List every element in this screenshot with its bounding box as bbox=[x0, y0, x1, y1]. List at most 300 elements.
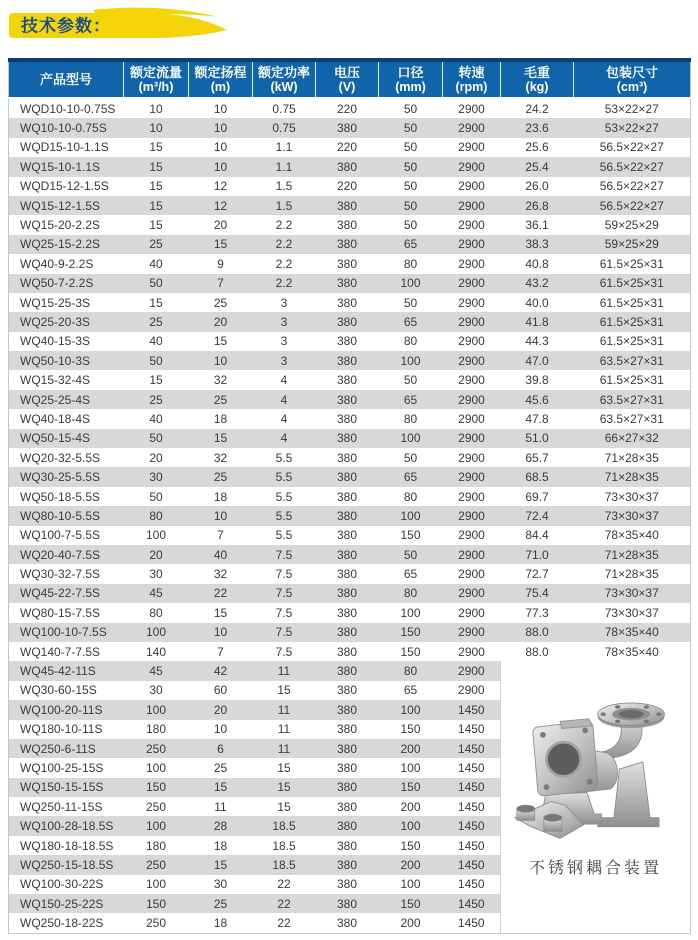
cell-package: 78×35×40 bbox=[604, 644, 659, 659]
table-row bbox=[9, 138, 691, 157]
table-row bbox=[9, 293, 691, 312]
cell-voltage: 380 bbox=[316, 545, 379, 564]
cell-head: 10 bbox=[213, 101, 228, 116]
cell-diameter: 50 bbox=[403, 295, 418, 310]
cell-head: 40 bbox=[189, 545, 253, 564]
cell-model: WQ25-15-2.2S bbox=[9, 235, 124, 254]
cell-voltage: 380 bbox=[316, 778, 379, 797]
cell-diameter: 65 bbox=[403, 683, 418, 698]
cell-diameter: 50 bbox=[403, 140, 418, 155]
cell-power: 7.5 bbox=[275, 644, 293, 659]
cell-power: 5.5 bbox=[275, 528, 293, 543]
cell-head: 10 bbox=[189, 351, 253, 370]
cell-weight: 24.2 bbox=[525, 101, 549, 116]
table-row bbox=[9, 312, 691, 331]
cell-diameter: 80 bbox=[403, 334, 418, 349]
cell-weight: 47.0 bbox=[501, 351, 574, 370]
cell-flow: 150 bbox=[124, 894, 189, 913]
cell-voltage: 380 bbox=[316, 816, 379, 835]
cell-voltage: 380 bbox=[336, 838, 358, 853]
cell-diameter: 50 bbox=[379, 157, 443, 176]
cell-flow: 50 bbox=[124, 351, 189, 370]
cell-package: 71×28×35 bbox=[574, 467, 691, 486]
cell-voltage: 380 bbox=[316, 390, 379, 409]
cell-power: 0.75 bbox=[272, 101, 296, 116]
cell-weight: 26.8 bbox=[501, 196, 574, 215]
cell-power: 18.5 bbox=[253, 816, 316, 835]
cell-flow: 30 bbox=[149, 683, 163, 698]
cell-head: 10 bbox=[189, 118, 253, 137]
cell-weight: 40.0 bbox=[525, 295, 549, 310]
cell-voltage: 380 bbox=[336, 683, 358, 698]
cell-flow: 250 bbox=[124, 855, 189, 874]
cell-voltage: 380 bbox=[336, 799, 358, 814]
cell-voltage: 380 bbox=[336, 722, 358, 737]
cell-flow: 15 bbox=[124, 157, 189, 176]
column-header-diameter: 口径 (mm) bbox=[379, 60, 443, 98]
cell-voltage: 380 bbox=[316, 506, 379, 525]
cell-flow: 45 bbox=[124, 661, 189, 680]
cell-speed: 2900 bbox=[458, 605, 485, 620]
cell-head: 10 bbox=[189, 157, 253, 176]
cell-flow: 40 bbox=[149, 411, 163, 426]
cell-weight: 88.0 bbox=[525, 644, 549, 659]
cell-speed: 2900 bbox=[458, 179, 485, 194]
cell-head: 10 bbox=[189, 623, 253, 642]
cell-flow: 15 bbox=[149, 373, 163, 388]
cell-speed: 2900 bbox=[443, 196, 501, 215]
cell-speed: 1450 bbox=[457, 799, 485, 814]
cell-speed: 2900 bbox=[458, 256, 485, 271]
cell-voltage: 380 bbox=[336, 450, 358, 465]
table-row bbox=[9, 642, 691, 661]
cell-weight: 25.4 bbox=[501, 157, 574, 176]
cell-model: WQ15-25-3S bbox=[20, 295, 91, 310]
cell-power: 4 bbox=[253, 429, 316, 448]
cell-model: WQ30-32-7.5S bbox=[20, 567, 101, 582]
cell-voltage: 380 bbox=[336, 334, 358, 349]
table-row bbox=[9, 177, 691, 196]
cell-package: 63.5×27×31 bbox=[599, 411, 664, 426]
cell-head: 15 bbox=[213, 334, 228, 349]
cell-model: WQ100-25-15S bbox=[20, 760, 104, 775]
cell-weight: 68.5 bbox=[501, 467, 574, 486]
cell-flow: 180 bbox=[145, 838, 167, 853]
table-row bbox=[9, 390, 691, 409]
table-row bbox=[9, 526, 691, 545]
cell-model: WQ80-10-5.5S bbox=[9, 506, 124, 525]
cell-power: 2.2 bbox=[253, 274, 316, 293]
cell-model: WQ250-11-15S bbox=[20, 799, 103, 814]
pump-photo bbox=[506, 675, 686, 847]
cell-model: WQ20-40-7.5S bbox=[9, 545, 124, 564]
cell-power: 18.5 bbox=[272, 838, 296, 853]
cell-head: 10 bbox=[189, 506, 253, 525]
cell-voltage: 220 bbox=[336, 101, 358, 116]
cell-voltage: 380 bbox=[336, 605, 358, 620]
cell-voltage: 380 bbox=[316, 235, 379, 254]
cell-voltage: 380 bbox=[316, 855, 379, 874]
cell-package: 61.5×25×31 bbox=[599, 295, 664, 310]
cell-voltage: 380 bbox=[336, 916, 358, 931]
cell-power: 1.5 bbox=[253, 196, 316, 215]
cell-speed: 2900 bbox=[443, 584, 501, 603]
pump-photo-panel bbox=[501, 661, 690, 878]
cell-package: 66×27×32 bbox=[574, 429, 691, 448]
cell-power: 11 bbox=[253, 700, 316, 719]
cell-speed: 1450 bbox=[443, 894, 501, 913]
cell-package: 71×28×35 bbox=[574, 545, 691, 564]
cell-diameter: 50 bbox=[403, 179, 418, 194]
cell-flow: 25 bbox=[124, 235, 189, 254]
cell-voltage: 220 bbox=[336, 179, 358, 194]
cell-diameter: 50 bbox=[403, 218, 418, 233]
cell-flow: 180 bbox=[145, 722, 167, 737]
cell-diameter: 50 bbox=[403, 450, 418, 465]
cell-flow: 15 bbox=[149, 295, 163, 310]
cell-head: 18 bbox=[213, 411, 228, 426]
cell-flow: 50 bbox=[149, 489, 163, 504]
cell-diameter: 200 bbox=[400, 799, 421, 814]
cell-weight: 43.2 bbox=[501, 274, 574, 293]
cell-diameter: 50 bbox=[379, 196, 443, 215]
cell-power: 7.5 bbox=[253, 545, 316, 564]
cell-head: 32 bbox=[213, 450, 228, 465]
cell-head: 28 bbox=[189, 816, 253, 835]
cell-speed: 2900 bbox=[443, 118, 501, 137]
cell-model: WQ150-25-22S bbox=[9, 894, 124, 913]
cell-voltage: 380 bbox=[316, 157, 379, 176]
cell-head: 32 bbox=[213, 373, 228, 388]
cell-head: 20 bbox=[189, 700, 253, 719]
cell-diameter: 200 bbox=[379, 855, 443, 874]
cell-head: 7 bbox=[217, 528, 224, 543]
cell-model: WQ100-7-5.5S bbox=[20, 528, 101, 543]
cell-power: 4 bbox=[280, 373, 288, 388]
cell-model: WQ40-15-3S bbox=[20, 334, 91, 349]
cell-model: WQ30-60-15S bbox=[20, 683, 97, 698]
cell-flow: 150 bbox=[124, 778, 189, 797]
cell-model: WQ180-18-18.5S bbox=[20, 838, 114, 853]
cell-diameter: 100 bbox=[379, 700, 443, 719]
cell-speed: 2900 bbox=[458, 489, 485, 504]
cell-diameter: 150 bbox=[400, 528, 421, 543]
cell-weight: 25.6 bbox=[525, 140, 549, 155]
cell-speed: 1450 bbox=[443, 739, 501, 758]
section-banner bbox=[8, 5, 238, 41]
cell-head: 15 bbox=[213, 605, 228, 620]
cell-weight: 72.7 bbox=[525, 567, 549, 582]
cell-diameter: 80 bbox=[403, 256, 418, 271]
cell-package: 71×28×35 bbox=[604, 567, 659, 582]
cell-diameter: 100 bbox=[379, 816, 443, 835]
cell-head: 42 bbox=[189, 661, 253, 680]
cell-model: WQ15-32-4S bbox=[20, 373, 91, 388]
cell-voltage: 380 bbox=[336, 567, 358, 582]
cell-flow: 100 bbox=[145, 760, 167, 775]
cell-voltage: 380 bbox=[316, 429, 379, 448]
cell-voltage: 380 bbox=[336, 760, 358, 775]
cell-head: 18 bbox=[213, 489, 228, 504]
cell-flow: 40 bbox=[149, 256, 163, 271]
cell-diameter: 50 bbox=[379, 545, 443, 564]
cell-flow: 100 bbox=[124, 816, 189, 835]
cell-diameter: 150 bbox=[379, 894, 443, 913]
cell-model: WQ40-9-2.2S bbox=[20, 256, 94, 271]
cell-package: 63.5×27×31 bbox=[574, 351, 691, 370]
cell-flow: 25 bbox=[124, 312, 189, 331]
cell-power: 5.5 bbox=[275, 450, 293, 465]
cell-weight: 77.3 bbox=[525, 605, 549, 620]
cell-flow: 15 bbox=[149, 218, 163, 233]
cell-voltage: 380 bbox=[316, 312, 379, 331]
cell-package: 71×28×35 bbox=[604, 450, 659, 465]
cell-speed: 2900 bbox=[458, 450, 485, 465]
cell-package: 61.5×25×31 bbox=[599, 256, 664, 271]
cell-diameter: 150 bbox=[379, 778, 443, 797]
cell-voltage: 380 bbox=[336, 644, 358, 659]
cell-voltage: 380 bbox=[336, 218, 358, 233]
cell-package: 63.5×27×31 bbox=[574, 390, 691, 409]
cell-package: 56.5×22×27 bbox=[574, 157, 691, 176]
table-row bbox=[9, 370, 691, 389]
cell-speed: 2900 bbox=[443, 661, 501, 680]
cell-speed: 2900 bbox=[458, 218, 485, 233]
cell-head: 10 bbox=[213, 722, 228, 737]
cell-speed: 2900 bbox=[443, 351, 501, 370]
cell-power: 2.2 bbox=[253, 235, 316, 254]
cell-power: 7.5 bbox=[275, 605, 293, 620]
table-row bbox=[9, 429, 691, 448]
cell-diameter: 100 bbox=[379, 351, 443, 370]
cell-speed: 1450 bbox=[457, 760, 485, 775]
cell-package: 73×30×37 bbox=[604, 605, 659, 620]
cell-weight: 36.1 bbox=[525, 218, 549, 233]
cell-speed: 2900 bbox=[443, 429, 501, 448]
cell-voltage: 380 bbox=[316, 661, 379, 680]
cell-model: WQ50-7-2.2S bbox=[9, 274, 124, 293]
cell-diameter: 80 bbox=[379, 584, 443, 603]
cell-voltage: 380 bbox=[336, 528, 358, 543]
cell-diameter: 65 bbox=[379, 467, 443, 486]
cell-power: 15 bbox=[253, 778, 316, 797]
cell-package: 56.5×22×27 bbox=[599, 140, 664, 155]
cell-package: 61.5×25×31 bbox=[574, 312, 691, 331]
column-header-power: 额定功率 (kW) bbox=[253, 60, 316, 98]
cell-weight: 41.8 bbox=[501, 312, 574, 331]
cell-flow: 140 bbox=[145, 644, 167, 659]
cell-weight: 44.3 bbox=[525, 334, 549, 349]
table-row bbox=[9, 98, 691, 118]
cell-voltage: 380 bbox=[336, 256, 358, 271]
cell-package: 53×22×27 bbox=[574, 118, 691, 137]
cell-diameter: 200 bbox=[379, 739, 443, 758]
cell-power: 22 bbox=[277, 877, 291, 892]
cell-power: 4 bbox=[253, 390, 316, 409]
cell-speed: 1450 bbox=[457, 722, 485, 737]
cell-diameter: 100 bbox=[400, 605, 421, 620]
cell-head: 22 bbox=[189, 584, 253, 603]
table-row bbox=[9, 157, 691, 176]
cell-speed: 2900 bbox=[443, 467, 501, 486]
table-row bbox=[9, 564, 691, 583]
cell-voltage: 380 bbox=[316, 584, 379, 603]
cell-weight: 40.8 bbox=[525, 256, 549, 271]
cell-speed: 2900 bbox=[443, 623, 501, 642]
cell-power: 11 bbox=[253, 661, 316, 680]
cell-diameter: 150 bbox=[400, 722, 421, 737]
cell-diameter: 100 bbox=[400, 760, 421, 775]
cell-package: 59×25×29 bbox=[604, 218, 659, 233]
cell-weight: 71.0 bbox=[501, 545, 574, 564]
cell-weight: 45.6 bbox=[501, 390, 574, 409]
cell-head: 25 bbox=[189, 467, 253, 486]
cell-flow: 15 bbox=[149, 140, 163, 155]
cell-model: WQ80-15-7.5S bbox=[20, 605, 101, 620]
cell-model: WQ15-20-2.2S bbox=[20, 218, 101, 233]
cell-head: 7 bbox=[189, 274, 253, 293]
cell-power: 3 bbox=[253, 351, 316, 370]
cell-flow: 250 bbox=[145, 799, 167, 814]
cell-speed: 2900 bbox=[458, 411, 485, 426]
cell-power: 7.5 bbox=[253, 623, 316, 642]
cell-head: 10 bbox=[213, 140, 228, 155]
cell-diameter: 65 bbox=[403, 567, 418, 582]
table-row bbox=[9, 254, 691, 273]
cell-flow: 80 bbox=[149, 605, 163, 620]
cell-power: 11 bbox=[253, 739, 316, 758]
cell-model: WQ100-30-22S bbox=[20, 877, 104, 892]
cell-speed: 2900 bbox=[458, 334, 485, 349]
table-row bbox=[9, 235, 691, 254]
cell-head: 6 bbox=[189, 739, 253, 758]
cell-model: WQ50-15-4S bbox=[9, 429, 124, 448]
cell-model: WQ30-25-5.5S bbox=[9, 467, 124, 486]
cell-power: 3 bbox=[253, 312, 316, 331]
cell-speed: 2900 bbox=[458, 528, 485, 543]
cell-speed: 2900 bbox=[458, 567, 485, 582]
table-row bbox=[9, 661, 691, 680]
cell-head: 7 bbox=[217, 644, 224, 659]
cell-model: WQD10-10-0.75S bbox=[20, 101, 116, 116]
cell-voltage: 380 bbox=[336, 877, 358, 892]
cell-head: 15 bbox=[189, 235, 253, 254]
cell-package: 56.5×22×27 bbox=[599, 179, 664, 194]
cell-head: 12 bbox=[189, 196, 253, 215]
cell-diameter: 80 bbox=[379, 661, 443, 680]
cell-model: WQ40-18-4S bbox=[20, 411, 91, 426]
cell-head: 15 bbox=[189, 855, 253, 874]
cell-speed: 1450 bbox=[457, 877, 485, 892]
cell-diameter: 65 bbox=[379, 390, 443, 409]
cell-flow: 100 bbox=[145, 528, 167, 543]
cell-flow: 100 bbox=[124, 700, 189, 719]
cell-package: 56.5×22×27 bbox=[574, 196, 691, 215]
cell-speed: 2900 bbox=[443, 235, 501, 254]
cell-speed: 2900 bbox=[443, 312, 501, 331]
cell-weight: 84.4 bbox=[525, 528, 549, 543]
pump-image-cell bbox=[501, 661, 691, 933]
cell-speed: 2900 bbox=[443, 545, 501, 564]
cell-power: 4 bbox=[280, 411, 288, 426]
cell-diameter: 50 bbox=[379, 118, 443, 137]
cell-head: 20 bbox=[213, 218, 228, 233]
cell-model: WQ25-20-3S bbox=[9, 312, 124, 331]
cell-package: 53×22×27 bbox=[604, 101, 659, 116]
cell-head: 18 bbox=[213, 916, 228, 931]
cell-power: 11 bbox=[277, 722, 291, 737]
cell-diameter: 100 bbox=[379, 274, 443, 293]
cell-model: WQD15-12-1.5S bbox=[20, 179, 109, 194]
table-row bbox=[9, 274, 691, 293]
cell-power: 1.1 bbox=[275, 140, 293, 155]
cell-voltage: 380 bbox=[316, 739, 379, 758]
column-header-voltage: 电压 (V) bbox=[316, 60, 379, 98]
cell-speed: 2900 bbox=[458, 295, 485, 310]
cell-speed: 1450 bbox=[443, 816, 501, 835]
cell-power: 1.1 bbox=[253, 157, 316, 176]
cell-power: 7.5 bbox=[253, 584, 316, 603]
cell-weight: 23.6 bbox=[501, 118, 574, 137]
cell-power: 0.75 bbox=[253, 118, 316, 137]
cell-model: WQ180-10-11S bbox=[20, 722, 103, 737]
cell-package: 73×30×37 bbox=[574, 584, 691, 603]
cell-head: 60 bbox=[213, 683, 228, 698]
cell-power: 15 bbox=[277, 799, 291, 814]
cell-package: 61.5×25×31 bbox=[599, 373, 664, 388]
table-row bbox=[9, 467, 691, 486]
cell-voltage: 380 bbox=[316, 623, 379, 642]
cell-flow: 30 bbox=[124, 467, 189, 486]
cell-model: WQ250-15-18.5S bbox=[9, 855, 124, 874]
cell-speed: 1450 bbox=[443, 855, 501, 874]
cell-model: WQ250-18-22S bbox=[20, 916, 104, 931]
cell-power: 7.5 bbox=[275, 567, 293, 582]
cell-power: 15 bbox=[277, 683, 291, 698]
table-row bbox=[9, 623, 691, 642]
cell-power: 2.2 bbox=[275, 256, 293, 271]
cell-speed: 2900 bbox=[458, 373, 485, 388]
cell-model: WQ140-7-7.5S bbox=[20, 644, 101, 659]
cell-model: WQ50-10-3S bbox=[9, 351, 124, 370]
cell-weight: 51.0 bbox=[501, 429, 574, 448]
cell-head: 18 bbox=[213, 838, 228, 853]
cell-flow: 10 bbox=[124, 118, 189, 137]
cell-weight: 38.3 bbox=[501, 235, 574, 254]
cell-power: 1.5 bbox=[275, 179, 293, 194]
cell-flow: 100 bbox=[124, 623, 189, 642]
cell-head: 20 bbox=[189, 312, 253, 331]
cell-diameter: 80 bbox=[403, 411, 418, 426]
cell-diameter: 150 bbox=[400, 838, 421, 853]
cell-head: 25 bbox=[189, 390, 253, 409]
cell-model: WQ45-22-7.5S bbox=[9, 584, 124, 603]
cell-voltage: 380 bbox=[316, 196, 379, 215]
column-header-head: 额定扬程 (m) bbox=[189, 60, 253, 98]
cell-head: 30 bbox=[213, 877, 228, 892]
table-row bbox=[9, 332, 691, 351]
cell-weight: 39.8 bbox=[525, 373, 549, 388]
cell-voltage: 380 bbox=[316, 118, 379, 137]
cell-speed: 2900 bbox=[443, 506, 501, 525]
cell-diameter: 100 bbox=[379, 429, 443, 448]
table-row bbox=[9, 487, 691, 506]
cell-speed: 1450 bbox=[457, 838, 485, 853]
specs-table bbox=[8, 58, 691, 934]
cell-speed: 1450 bbox=[457, 916, 485, 931]
cell-flow: 25 bbox=[124, 390, 189, 409]
cell-diameter: 80 bbox=[403, 489, 418, 504]
